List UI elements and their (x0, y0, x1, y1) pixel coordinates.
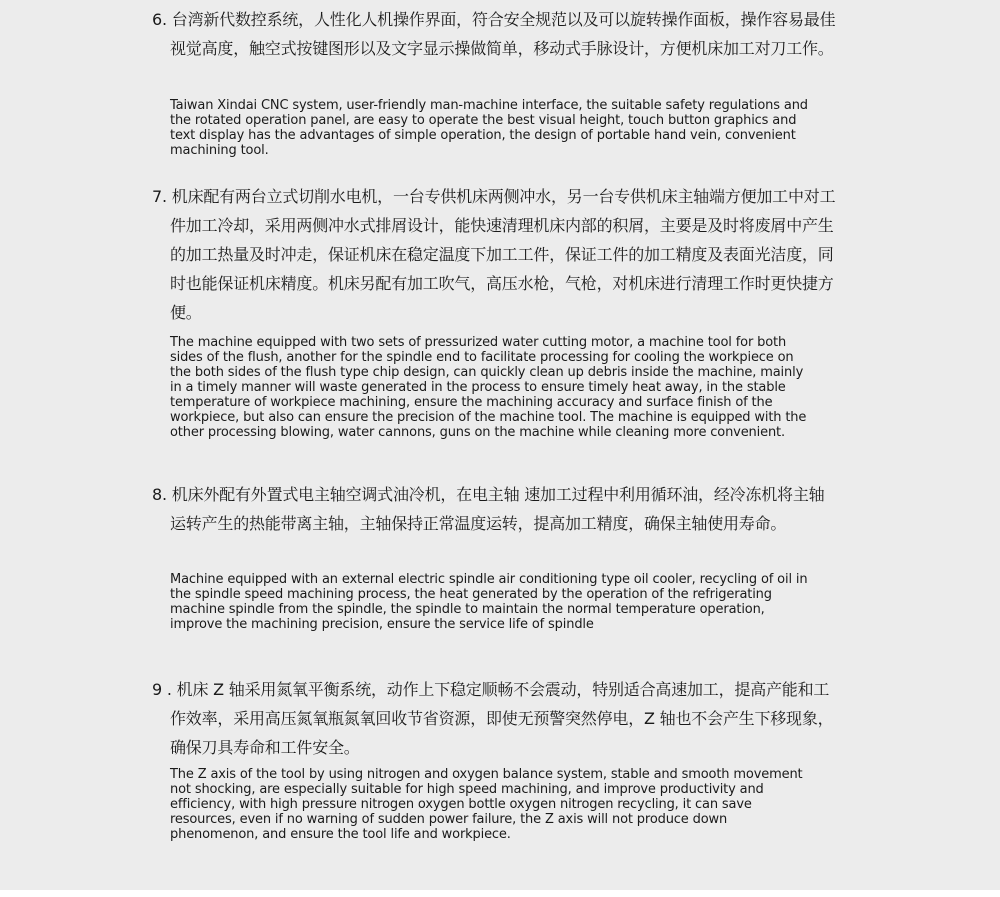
feature-zh-text (152, 5, 840, 63)
feature-number: 8. (152, 485, 167, 504)
feature-zh-text (152, 182, 840, 327)
feature-en-text: The Z axis of the tool by using nitrogen and oxygen balance system, stable and smooth movement not shocking, are especially suitable for high speed machining, and improve productivity and efficiency, with high pressure nitrogen oxygen bottle oxygen nitrogen recycling, it can save resources, even if no warning of sudden power failure, the Z axis will not produce down phenomenon, and ensure the tool life and workpiece. (170, 767, 803, 842)
feature-zh-body: 台湾新代数控系统，人性化人机操作界面，符合安全规范以及可以旋转操作面板，操作容易最佳视觉高度，触空式按键图形以及文字显示操做简单，移动式手脉设计，方便机床加工对刀工作。 (170, 10, 836, 58)
feature-zh-body: 机床配有两台立式切削水电机，一台专供机床两侧冲水，另一台专供机床主轴端方便加工中对工件加工冷却，采用两侧冲水式排屑设计，能快速清理机床内部的积屑，主要是及时将废屑中产生的加工热量及时冲走，保证机床在稳定温度下加工工件，保证工件的加工精度及表面光洁度，同时也能保证机床精度。机床另配有加工吹气，高压水枪，气枪，对机床进行清理工作时更快捷方便。 (170, 187, 836, 322)
feature-number: 9 . (152, 680, 172, 699)
feature-en-text: Machine equipped with an external electric spindle air conditioning type oil cooler, recycling of oil in the spindle speed machining process, the heat generated by the operation of the refrigerating machine spindle from the spindle, the spindle to maintain the normal temperature operation, improve the machining precision, ensure the service life of spindle (170, 572, 808, 632)
feature-zh-text (152, 675, 840, 762)
feature-zh-body: 机床外配有外置式电主轴空调式油冷机，在电主轴 速加工过程中利用循环油，经冷冻机将主轴运转产生的热能带离主轴，主轴保持正常温度运转，提高加工精度，确保主轴使用寿命。 (170, 485, 825, 533)
feature-en-text: The machine equipped with two sets of pressurized water cutting motor, a machine tool for both sides of the flush, another for the spindle end to facilitate processing for cooling the workpiece on the both sides of the flush type chip design, can quickly clean up debris inside the machine, mainly in a timely manner will waste generated in the process to ensure timely heat away, in the stable temperature of workpiece machining, ensure the machining accuracy and surface finish of the workpiece, but also can ensure the precision of the machine tool. The machine is equipped with the other processing blowing, water cannons, guns on the machine while cleaning more convenient. (170, 335, 807, 440)
feature-number: 7. (152, 187, 167, 206)
feature-zh-text (152, 480, 840, 538)
feature-en-text: Taiwan Xindai CNC system, user-friendly man-machine interface, the suitable safety regulations and the rotated operation panel, are easy to operate the best visual height, touch button graphics and text display has the advantages of simple operation, the design of portable hand vein, convenient machining tool. (170, 98, 808, 158)
feature-number: 6. (152, 10, 167, 29)
feature-zh-body: 机床 Z 轴采用氮氧平衡系统，动作上下稳定顺畅不会震动，特别适合高速加工，提高产能和工作效率，采用高压氮氧瓶氮氧回收节省资源，即使无预警突然停电，Z 轴也不会产生下移现象，确保刀具寿命和工件安全。 (170, 680, 834, 757)
